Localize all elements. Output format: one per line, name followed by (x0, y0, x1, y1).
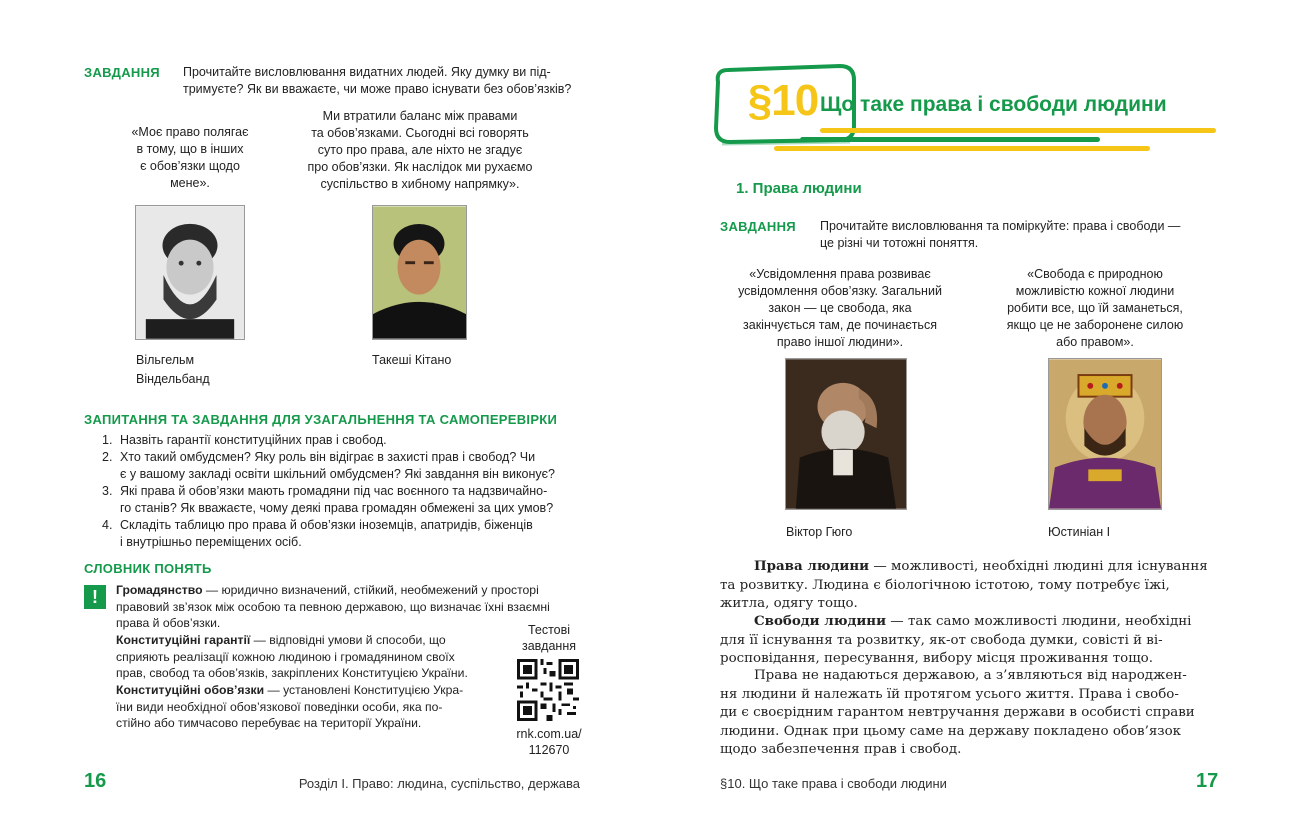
question-item (102, 449, 582, 483)
portrait-kitano (372, 205, 467, 340)
quote-line: закон — це свобода, яка (768, 301, 912, 315)
title-underline-yellow-2 (774, 146, 1150, 151)
glossary-entry-duties (116, 682, 492, 732)
subsection-title: 1. Права людини (736, 180, 862, 197)
quote-line: суто про права, але ніхто не згадує (317, 143, 523, 157)
questions-list (102, 432, 582, 551)
test-label-line: Тестові (527, 623, 571, 637)
glossary-entry-guarantees (116, 632, 492, 682)
quote-justinian (985, 266, 1205, 351)
glossary-definition: стійно або тимчасово перебуває на території України. (116, 716, 422, 730)
quote-line: «Моє право полягає (131, 125, 249, 139)
task-line: тримуєте? Як ви вважаєте, чи може право існувати без обов’язків? (183, 82, 572, 96)
link-line: rnk.com.ua/ (516, 727, 582, 741)
body-line: для її існування та розвитку, як-от свобода думки, совісті й ві- (720, 632, 1163, 648)
questions-title: ЗАПИТАННЯ ТА ЗАВДАННЯ ДЛЯ УЗАГАЛЬНЕННЯ ТА САМОПЕРЕВІРКИ (84, 412, 558, 427)
section-title: Що таке права і свободи людини (820, 93, 1167, 116)
qr-code-image (517, 659, 579, 721)
body-line: ди є своєрідним гарантом невтручання держави в особисті справи (720, 705, 1195, 720)
page-number-right: 17 (1196, 770, 1219, 792)
glossary-term: Конституційні обов’язки (116, 683, 265, 697)
right-page (650, 0, 1299, 827)
quote-line: якщо це не заборонене силою (1006, 318, 1184, 332)
quote-kitano (290, 108, 550, 193)
task-line: це різні чи тотожні поняття. (820, 236, 979, 250)
quote-line: «Свобода є природною (1027, 267, 1163, 281)
question-number: 4. (102, 518, 113, 532)
task-line: Прочитайте висловлювання та поміркуйте: права і свободи — (820, 219, 1181, 233)
quote-line: Ми втратили баланс між правами (322, 109, 518, 123)
question-item (102, 483, 582, 517)
glossary-definition: — установлені Конституцією Укра- (264, 683, 464, 697)
glossary-term: Конституційні гарантії (116, 633, 251, 647)
caption-line: Вільгельм (136, 353, 195, 367)
quote-windelband (110, 124, 270, 192)
caption-hugo: Віктор Гюго (786, 525, 853, 539)
portrait-hugo-image (786, 359, 906, 509)
quote-line: можливістю кожної людини (1015, 284, 1175, 298)
portrait-windelband-image (136, 206, 244, 339)
exclamation-icon: ! (84, 585, 106, 609)
quote-line: в тому, що в інших (136, 142, 244, 156)
task-text (183, 64, 583, 98)
quote-line: є обов’язки щодо (140, 159, 240, 173)
caption-justinian: Юстиніан I (1048, 525, 1111, 539)
body-line: Права не надаються державою, а з’являються від народжен- (754, 668, 1187, 683)
question-line: го станів? Як вважаєте, чому деякі права громадян обмежені за цих умов? (120, 501, 554, 515)
footer-chapter: Розділ I. Право: людина, суспільство, держава (298, 776, 580, 791)
caption-line: Такеші Кітано (372, 353, 452, 367)
question-line: і внутрішньо переміщених осіб. (120, 535, 302, 549)
quote-line: мене». (170, 176, 210, 190)
title-underline-yellow (820, 128, 1216, 133)
glossary-title: СЛОВНИК ПОНЯТЬ (84, 561, 212, 576)
glossary-definition: прав, свобод та обов’язків, закріплених Конституцією України. (116, 666, 468, 680)
question-line: Які права й обов’язки мають громадяни під час воєнного та надзвичайно- (120, 484, 548, 498)
test-tasks-label (508, 622, 590, 654)
body-line: людини. Однак при цьому саме на державу покладено обов’язок (720, 723, 1182, 739)
quote-line: усвідомлення обов’язку. Загальний (738, 284, 942, 298)
question-line: Хто такий омбудсмен? Яку роль він відіграє в захисті прав і свобод? Чи (120, 450, 536, 464)
body-line: та розвитку. Людина є біологічною істотою, тому потребує їжі, (720, 577, 1170, 593)
task-text (820, 218, 1220, 252)
question-number: 1. (102, 433, 113, 447)
body-paragraph-rights (720, 557, 1218, 614)
glossary-definition: — юридично визначений, стійкий, необмежений у просторі (202, 583, 539, 597)
question-line: є у вашому закладі освіти шкільний омбудсмен? Які завдання він виконує? (120, 467, 555, 481)
task-label: ЗАВДАННЯ (84, 65, 160, 80)
task-label: ЗАВДАННЯ (720, 219, 796, 234)
quote-line: та обов’язками. Сьогодні всі говорять (311, 126, 529, 140)
quote-line: закінчується там, де починається (743, 318, 937, 332)
task-line: Прочитайте висловлювання видатних людей. Яку думку ви під- (183, 65, 551, 79)
quote-line: про обов’язки. Як наслідок ми рухаємо (307, 160, 533, 174)
glossary-definition: правовий зв’язок між особою та певною державою, що визначає їхні взаємні (116, 599, 550, 614)
question-line: Назвіть гарантії конституційних прав і свобод. (120, 433, 387, 447)
footer-section: §10. Що таке права і свободи людини (720, 776, 947, 791)
body-term: Права людини (754, 558, 870, 574)
qr-code-icon[interactable] (517, 659, 579, 721)
portrait-kitano-image (373, 206, 466, 339)
question-number: 2. (102, 450, 113, 464)
page-number-left: 16 (84, 770, 107, 792)
portrait-windelband (135, 205, 245, 340)
body-line: росповідання, пересування, вибору місця проживання тощо. (720, 651, 1153, 666)
test-label-line: завдання (521, 639, 576, 653)
section-number: §10 (747, 76, 819, 125)
quote-line: робити все, що їй заманеться, (1007, 301, 1183, 315)
body-term: Свободи людини (754, 613, 887, 629)
portrait-justinian-image (1049, 359, 1161, 509)
body-line: житла, одягу тощо. (720, 596, 858, 611)
quote-line: право іншої людини». (776, 335, 904, 349)
glossary-definition: їни види необхідної обов’язкової поведінки особи, яка по- (116, 699, 443, 714)
glossary-definition: сприяють реалізації кожною людиною і громадянином своїх (116, 649, 455, 664)
body-paragraph-state (720, 667, 1218, 760)
question-item (102, 432, 582, 449)
question-item (102, 517, 582, 551)
question-number: 3. (102, 484, 113, 498)
link-line: 112670 (528, 743, 570, 757)
caption-windelband (136, 351, 210, 389)
quote-line: суспільство в хибному напрямку». (320, 177, 520, 191)
title-underline-green (800, 137, 1100, 142)
glossary-definition: — відповідні умови й способи, що (250, 633, 446, 647)
body-line: — так само можливості людини, необхідні (886, 614, 1192, 629)
question-line: Складіть таблицю про права й обов’язки іноземців, апатридів, біженців (120, 518, 533, 532)
caption-kitano (372, 351, 451, 370)
quote-hugo (720, 266, 960, 351)
portrait-hugo (785, 358, 907, 510)
glossary-term: Громадянство (116, 583, 203, 597)
body-paragraph-freedoms (720, 612, 1218, 669)
body-line: ня людини й належать їй протягом усього життя. Права і свобо- (720, 686, 1179, 702)
quote-line: або правом». (1056, 335, 1134, 349)
quote-line: «Усвідомлення права розвиває (749, 267, 931, 281)
caption-line: Віндельбанд (136, 372, 210, 386)
test-tasks-link[interactable] (505, 726, 593, 758)
glossary-definition: права й обов’язки. (116, 616, 221, 630)
body-line: — можливості, необхідні людині для існування (869, 559, 1208, 574)
body-line: щодо забезпечення прав і свобод. (720, 742, 962, 757)
portrait-justinian (1048, 358, 1162, 510)
